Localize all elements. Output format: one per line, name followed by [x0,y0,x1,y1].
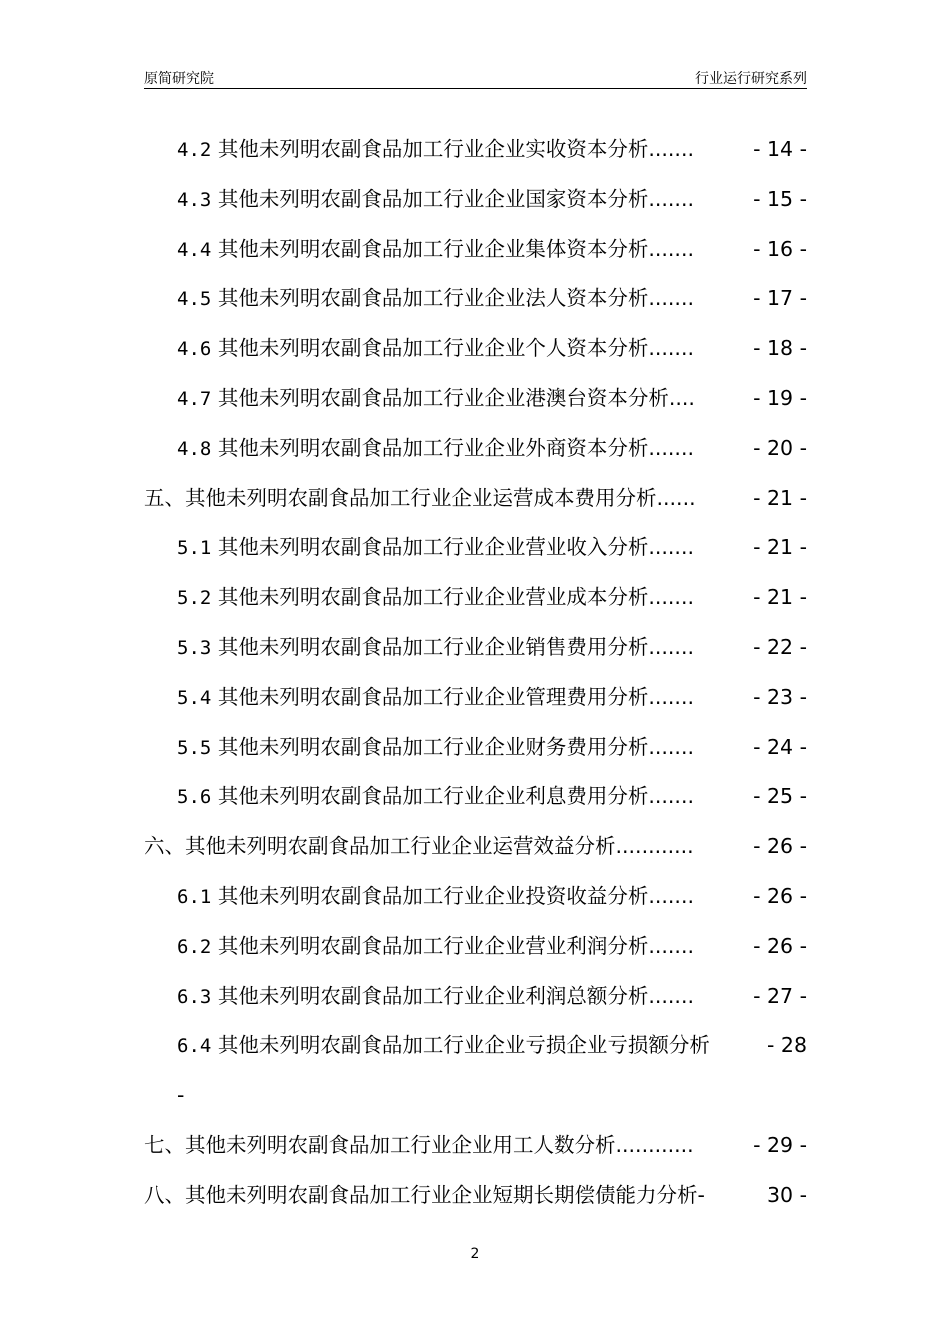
toc-entry[interactable] [144,673,807,723]
toc-entry[interactable] [144,523,807,573]
toc-entry-number: 6.2 [177,935,212,958]
toc-chapter-entry[interactable] [144,1121,807,1171]
toc-entry-number: 5.1 [177,537,212,560]
toc-entry-number: 5.2 [177,587,212,610]
toc-entry-number: 4.8 [177,437,212,460]
toc-entry[interactable] [144,225,807,275]
toc-chapter-entry[interactable] [144,1171,807,1221]
toc-entry-title: 其他未列明农副食品加工行业企业销售费用分析....... [217,634,694,659]
toc-entry-title: 七、其他未列明农副食品加工行业企业用工人数分析............ [144,1132,694,1157]
toc-chapter-entry[interactable] [144,474,807,524]
toc-entry-number: 4.4 [177,238,212,261]
toc-entry-title: 其他未列明农副食品加工行业企业国家资本分析....... [217,186,694,211]
toc-entry-title: 其他未列明农副食品加工行业企业外商资本分析....... [217,435,694,460]
toc-chapter-entry[interactable] [144,822,807,872]
table-of-contents [144,125,807,1221]
page-header [144,66,807,89]
toc-entry-title: 其他未列明农副食品加工行业企业营业收入分析....... [217,535,694,560]
toc-entry-title: 其他未列明农副食品加工行业企业财务费用分析....... [217,734,694,759]
page-number: 2 [470,1246,480,1262]
toc-entry-number: 4.5 [177,288,212,311]
toc-entry-title: 其他未列明农副食品加工行业企业管理费用分析....... [217,684,694,709]
toc-entry-page: - 14 - [753,137,807,161]
toc-entry-page: - 16 - [753,236,807,261]
toc-entry-title: 其他未列明农副食品加工行业企业法人资本分析....... [217,286,694,311]
toc-entry-title: 五、其他未列明农副食品加工行业企业运营成本费用分析...... [144,485,696,510]
toc-entry-title: 其他未列明农副食品加工行业企业个人资本分析....... [217,336,694,361]
toc-entry-page: - 25 - [753,784,807,809]
toc-entry-title: 八、其他未列明农副食品加工行业企业短期长期偿债能力分析- [144,1182,705,1207]
toc-entry-title: 其他未列明农副食品加工行业企业港澳台资本分析.... [217,385,695,410]
toc-entry-title: 其他未列明农副食品加工行业企业利润总额分析....... [217,983,694,1008]
toc-entry[interactable] [144,772,807,822]
header-series-title: 行业运行研究系列 [695,71,807,87]
toc-entry[interactable] [144,922,807,972]
toc-entry-page: - 23 - [753,684,807,709]
toc-entry-page: 30 - [767,1182,807,1207]
toc-entry-page: - 18 - [753,336,807,361]
toc-entry-number: 5.5 [177,736,212,759]
toc-entry-page: - 28 [767,1033,807,1058]
toc-entry-page: - 26 - [753,933,807,958]
toc-entry-title: 其他未列明农副食品加工行业企业实收资本分析....... [217,137,694,161]
toc-entry-page: - 21 - [753,535,807,560]
toc-entry[interactable] [144,972,807,1022]
toc-entry-number: 5.3 [177,636,212,659]
toc-entry-number: 6.1 [177,885,212,908]
toc-entry-title: 其他未列明农副食品加工行业企业营业成本分析....... [217,585,694,610]
toc-continuation-text: - [177,1083,185,1108]
toc-entry-page: - 27 - [753,983,807,1008]
toc-entry-page: - 26 - [753,834,807,859]
toc-entry-title: 其他未列明农副食品加工行业企业集体资本分析....... [217,236,694,261]
toc-entry-page: - 21 - [753,585,807,610]
toc-entry-title: 六、其他未列明农副食品加工行业企业运营效益分析............ [144,834,694,859]
toc-entry[interactable] [144,324,807,374]
toc-entry[interactable] [144,125,807,175]
toc-entry-page: - 20 - [753,435,807,460]
toc-entry-title: 其他未列明农副食品加工行业企业亏损企业亏损额分析 [217,1033,710,1058]
toc-entry-page: - 22 - [753,634,807,659]
toc-entry-number: 6.4 [177,1035,212,1058]
toc-entry-page: - 29 - [753,1132,807,1157]
toc-entry[interactable] [144,723,807,773]
toc-entry-continuation [144,1071,807,1121]
toc-entry[interactable] [144,424,807,474]
toc-entry[interactable] [144,623,807,673]
toc-entry-page: - 17 - [753,286,807,311]
toc-entry-page: - 19 - [753,385,807,410]
toc-entry[interactable] [144,374,807,424]
toc-entry-title: 其他未列明农副食品加工行业企业利息费用分析....... [217,784,694,809]
toc-entry-page: - 15 - [753,186,807,211]
toc-entry-number: 4.3 [177,188,212,211]
toc-entry-page: - 26 - [753,883,807,908]
toc-entry-number: 5.6 [177,786,212,809]
toc-entry-number: 4.2 [177,139,212,161]
toc-entry[interactable] [144,872,807,922]
toc-entry[interactable] [144,573,807,623]
toc-entry[interactable] [144,175,807,225]
toc-entry[interactable] [144,274,807,324]
toc-entry-number: 5.4 [177,686,212,709]
toc-entry-number: 4.6 [177,338,212,361]
toc-entry-title: 其他未列明农副食品加工行业企业投资收益分析....... [217,883,694,908]
toc-entry-page: - 21 - [753,485,807,510]
header-organization: 原简研究院 [144,71,214,87]
toc-entry-number: 6.3 [177,985,212,1008]
toc-entry-title: 其他未列明农副食品加工行业企业营业利润分析....... [217,933,694,958]
toc-entry-page: - 24 - [753,734,807,759]
toc-entry-number: 4.7 [177,387,212,410]
toc-entry[interactable] [144,1021,807,1071]
